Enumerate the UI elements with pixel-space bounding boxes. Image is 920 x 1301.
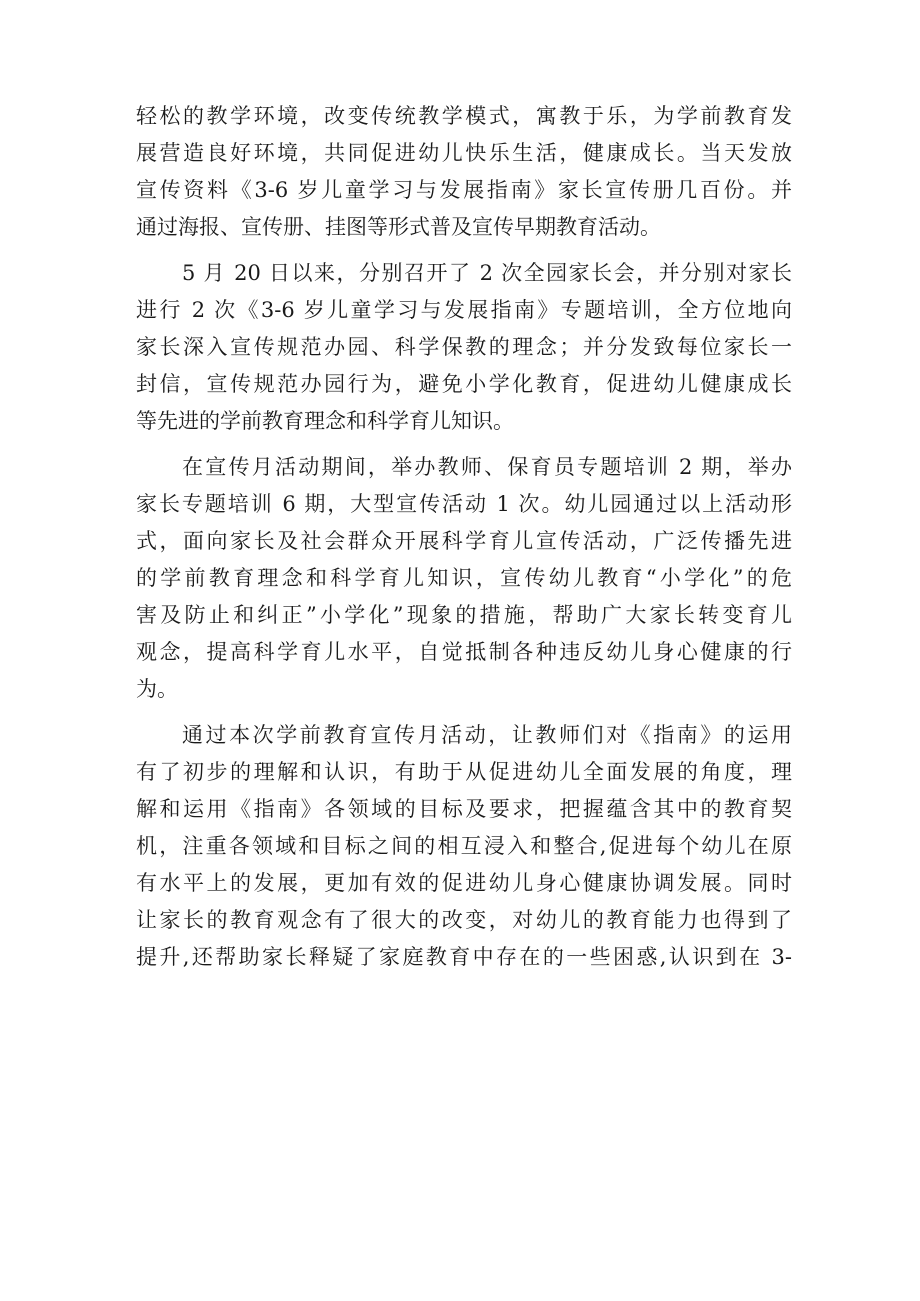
text-line: 有水平上的发展，更加有效的促进幼儿身心健康协调发展。同时 <box>136 871 792 895</box>
paragraph-2 <box>136 255 792 440</box>
text-line: 轻松的教学环境，改变传统教学模式，寓教于乐，为学前教育发 <box>136 104 792 128</box>
text-line: 进行 2 次《3-6 岁儿童学习与发展指南》专题培训，全方位地向 <box>136 298 792 322</box>
text-line: 通过海报、宣传册、挂图等形式普及宣传早期教育活动。 <box>136 215 661 239</box>
document-page <box>136 98 792 985</box>
text-line: 有了初步的理解和认识，有助于从促进幼儿全面发展的角度，理 <box>136 760 792 784</box>
text-line: 家长深入宣传规范办园、科学保教的理念；并分发致每位家长一 <box>136 335 792 359</box>
text-line: 宣传资料《3-6 岁儿童学习与发展指南》家长宣传册几百份。并 <box>136 178 792 202</box>
text-line: 等先进的学前教育理念和科学育儿知识。 <box>136 409 514 433</box>
text-line: 为。 <box>136 677 178 701</box>
text-line: 通过本次学前教育宣传月活动，让教师们对《指南》的运用 <box>182 723 792 747</box>
text-line: 在宣传月活动期间，举办教师、保育员专题培训 2 期，举办 <box>182 455 792 479</box>
text-line: 家长专题培训 6 期，大型宣传活动 1 次。幼儿园通过以上活动形 <box>136 492 792 516</box>
text-line: 的学前教育理念和科学育儿知识，宣传幼儿教育“小学化”的危 <box>136 566 792 590</box>
text-line: 害及防止和纠正”小学化”现象的措施，帮助广大家长转变育儿 <box>136 603 792 627</box>
text-line: 式，面向家长及社会群众开展科学育儿宣传活动，广泛传播先进 <box>136 529 792 553</box>
text-line: 观念，提高科学育儿水平，自觉抵制各种违反幼儿身心健康的行 <box>136 640 792 664</box>
text-line: 5 月 20 日以来，分别召开了 2 次全园家长会，并分别对家长 <box>182 261 792 285</box>
text-line: 提升,还帮助家长释疑了家庭教育中存在的一些困惑,认识到在 3- <box>136 945 792 969</box>
paragraph-3 <box>136 449 792 708</box>
text-line: 封信，宣传规范办园行为，避免小学化教育，促进幼儿健康成长 <box>136 372 792 396</box>
paragraph-4 <box>136 717 792 976</box>
text-line: 解和运用《指南》各领域的目标及要求，把握蕴含其中的教育契 <box>136 797 792 821</box>
text-line: 机，注重各领域和目标之间的相互浸入和整合,促进每个幼儿在原 <box>136 834 792 858</box>
paragraph-1 <box>136 98 792 246</box>
text-line: 展营造良好环境，共同促进幼儿快乐生活，健康成长。当天发放 <box>136 141 792 165</box>
text-line: 让家长的教育观念有了很大的改变，对幼儿的教育能力也得到了 <box>136 908 792 932</box>
